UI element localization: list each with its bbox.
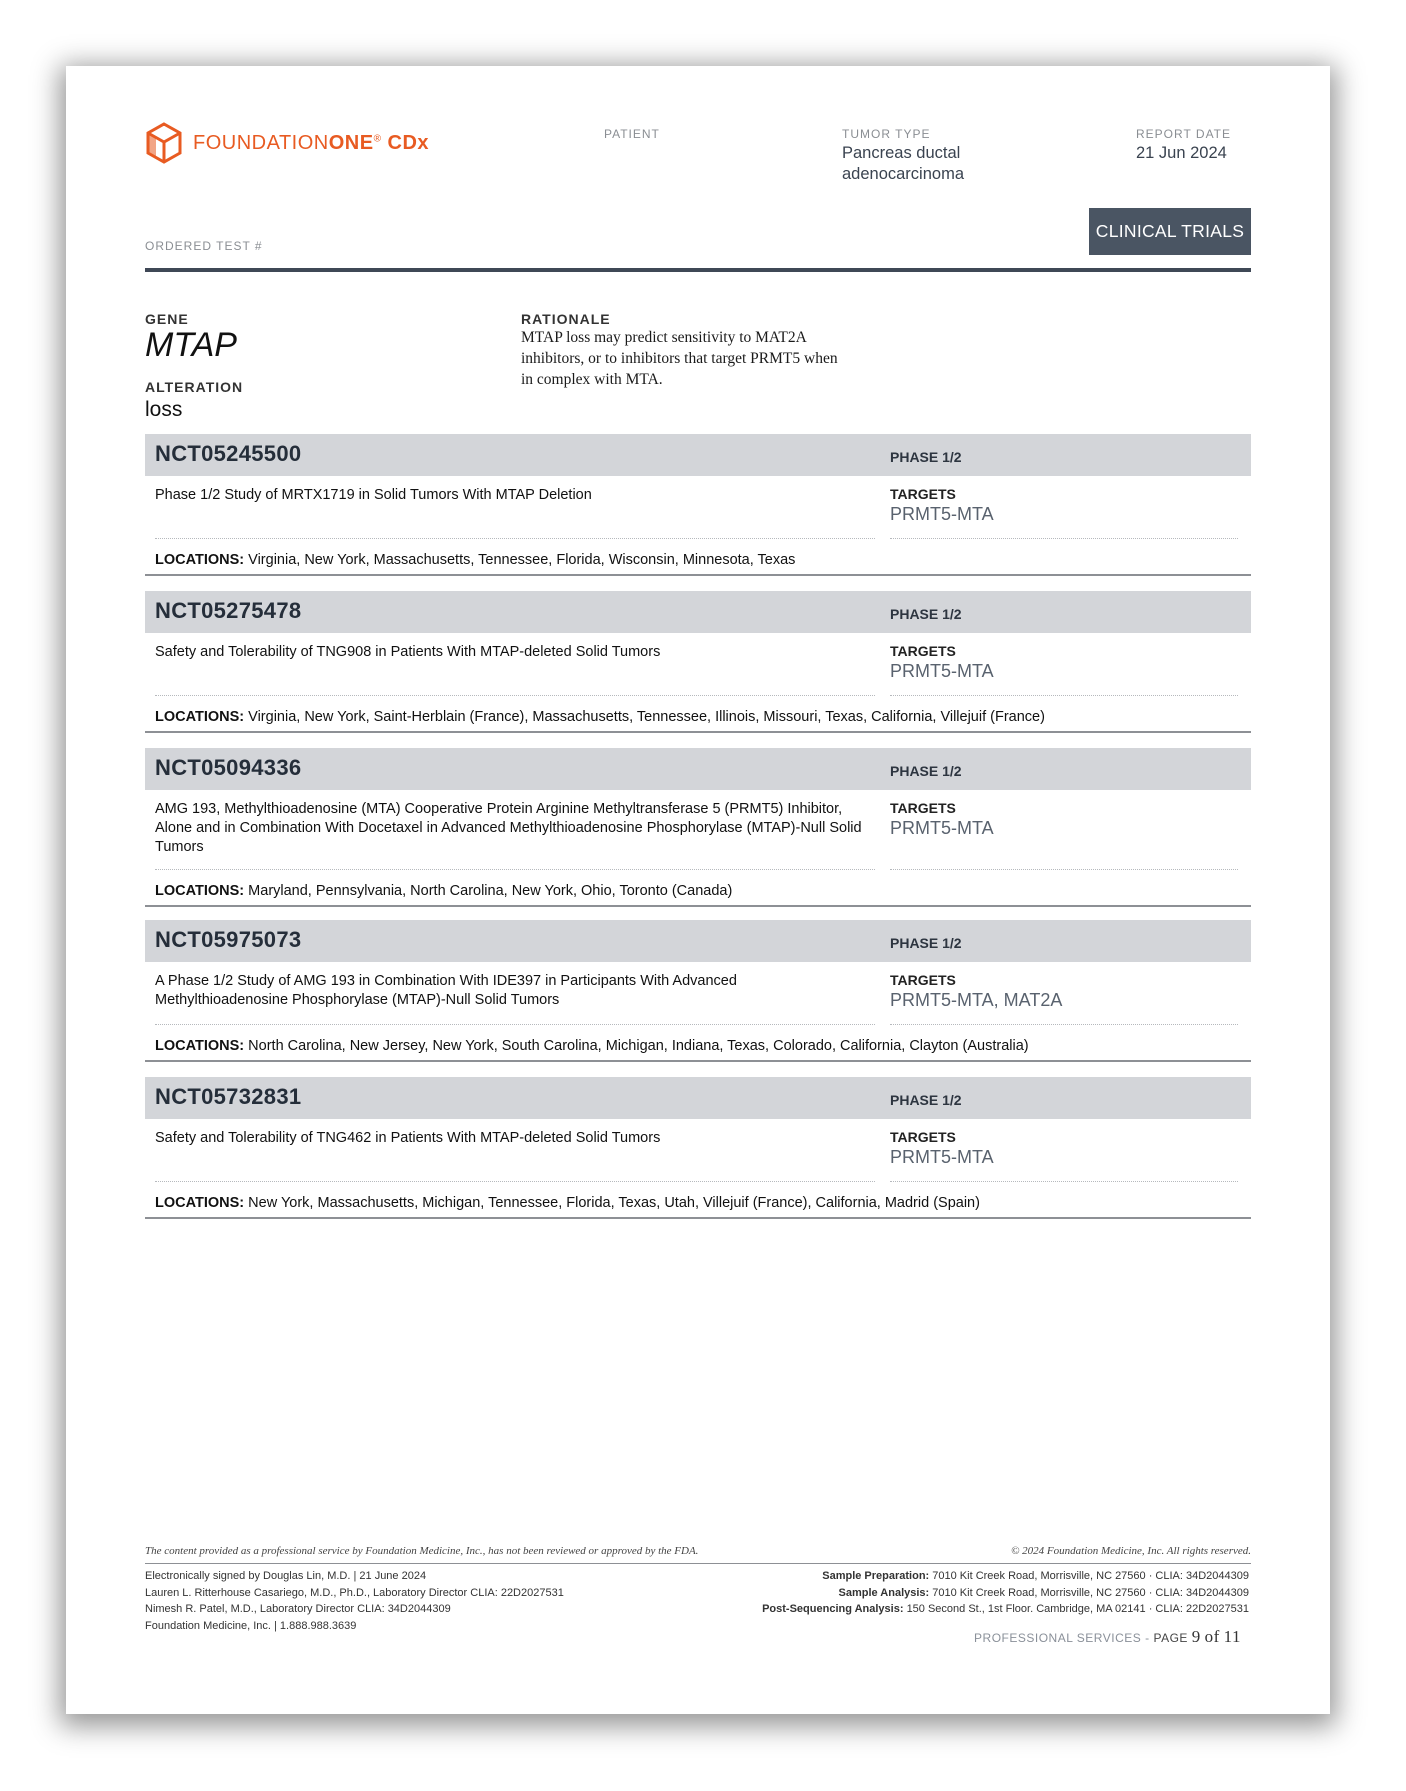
gene-name: MTAP [145, 326, 237, 364]
targets-value: PRMT5-MTA [890, 661, 994, 681]
trial-divider [145, 731, 1251, 733]
trial-card [145, 748, 1251, 906]
trial-id: NCT05975073 [155, 927, 302, 952]
trial-phase: PHASE 1/2 [890, 763, 962, 779]
trial-locations: LOCATIONS: Maryland, Pennsylvania, North Carolina, New York, Ohio, Toronto (Canada) [155, 883, 733, 899]
alteration-value: loss [145, 398, 183, 421]
rationale-text: MTAP loss may predict sensitivity to MAT2A inhibitors, or to inhibitors that target PRMT5 when in complex with MTA. [521, 329, 838, 388]
dotted-divider [155, 869, 875, 870]
sample-analysis-line: Sample Analysis: 7010 Kit Creek Road, Morrisville, NC 27560 · CLIA: 34D2044309 [838, 1586, 1249, 1599]
report-page [66, 66, 1330, 1714]
logo-wordmark: FOUNDATIONONE® CDx [193, 131, 430, 154]
footer-divider [145, 1563, 1251, 1564]
trial-divider [145, 1217, 1251, 1219]
targets-value: PRMT5-MTA [890, 818, 994, 838]
trial-phase: PHASE 1/2 [890, 1092, 962, 1108]
post-sequencing-line: Post-Sequencing Analysis: 150 Second St., 1st Floor. Cambridge, MA 02141 · CLIA: 22D2027531 [762, 1603, 1249, 1615]
targets-value: PRMT5-MTA [890, 504, 994, 524]
copyright-notice: © 2024 Foundation Medicine, Inc. All rights reserved. [1011, 1545, 1251, 1557]
trial-phase: PHASE 1/2 [890, 935, 962, 951]
trial-title: Safety and Tolerability of TNG908 in Patients With MTAP-deleted Solid Tumors [155, 644, 661, 660]
dotted-divider [890, 695, 1238, 696]
rationale-label: RATIONALE [521, 311, 611, 327]
trial-locations: LOCATIONS: North Carolina, New Jersey, New York, South Carolina, Michigan, Indiana, Texas, Colorado, California, Clayton (Australia) [155, 1038, 1029, 1054]
sample-preparation-line: Sample Preparation: 7010 Kit Creek Road, Morrisville, NC 27560 · CLIA: 34D2044309 [822, 1570, 1249, 1582]
report-date-label: REPORT DATE [1136, 127, 1232, 141]
trial-id: NCT05094336 [155, 755, 302, 780]
page-indicator: PROFESSIONAL SERVICES - PAGE 9 of 11 [974, 1627, 1241, 1646]
foundation-one-cdx-logo [145, 122, 429, 164]
trial-card [145, 1077, 1251, 1218]
dotted-divider [890, 1181, 1238, 1182]
targets-label: TARGETS [890, 486, 956, 502]
trial-card [145, 591, 1251, 732]
alteration-label: ALTERATION [145, 379, 244, 395]
targets-value: PRMT5-MTA [890, 1147, 994, 1167]
trial-locations: LOCATIONS: New York, Massachusetts, Michigan, Tennessee, Florida, Texas, Utah, Villejuif (France), California, Madrid (Spain) [155, 1195, 980, 1211]
trial-title: Phase 1/2 Study of MRTX1719 in Solid Tumors With MTAP Deletion [155, 487, 592, 503]
trial-card [145, 920, 1251, 1061]
header-divider [145, 268, 1251, 272]
gene-label: GENE [145, 311, 189, 327]
targets-label: TARGETS [890, 1129, 956, 1145]
signature-line: Nimesh R. Patel, M.D., Laboratory Director CLIA: 34D2044309 [145, 1603, 451, 1615]
signature-line: Electronically signed by Douglas Lin, M.D. | 21 June 2024 [145, 1570, 427, 1582]
trial-phase: PHASE 1/2 [890, 606, 962, 622]
contact-line: Foundation Medicine, Inc. | 1.888.988.3639 [145, 1619, 357, 1632]
trial-id: NCT05732831 [155, 1084, 302, 1109]
targets-value: PRMT5-MTA, MAT2A [890, 990, 1063, 1010]
signature-block [145, 1568, 564, 1634]
trial-id: NCT05245500 [155, 441, 302, 466]
dotted-divider [155, 1181, 875, 1182]
patient-label: PATIENT [604, 127, 660, 141]
trial-header [145, 591, 1251, 633]
cube-logo-icon [145, 122, 183, 164]
dotted-divider [155, 695, 875, 696]
trial-locations: LOCATIONS: Virginia, New York, Saint-Herblain (France), Massachusetts, Tennessee, Illinois, Missouri, Texas, California, Villejuif (France) [155, 709, 1045, 725]
report-date-value: 21 Jun 2024 [1136, 144, 1227, 162]
dotted-divider [890, 538, 1238, 539]
trial-divider [145, 1060, 1251, 1062]
trial-locations: LOCATIONS: Virginia, New York, Massachusetts, Tennessee, Florida, Wisconsin, Minnesota, Texas [155, 552, 796, 568]
trial-header [145, 748, 1251, 790]
trial-title: A Phase 1/2 Study of AMG 193 in Combination With IDE397 in Participants With Advanced Methylthioadenosine Phosphorylase (MTAP)-Null Solid Tumors [155, 973, 737, 1008]
trial-divider [145, 905, 1251, 907]
trial-phase: PHASE 1/2 [890, 449, 962, 465]
dotted-divider [890, 1024, 1238, 1025]
targets-label: TARGETS [890, 972, 956, 988]
targets-label: TARGETS [890, 800, 956, 816]
fda-disclaimer: The content provided as a professional service by Foundation Medicine, Inc., has not been reviewed or approved by the FDA. [145, 1545, 699, 1557]
page-content [145, 66, 1251, 1714]
trial-title: Safety and Tolerability of TNG462 in Patients With MTAP-deleted Solid Tumors [155, 1130, 661, 1146]
dotted-divider [155, 538, 875, 539]
trial-divider [145, 574, 1251, 576]
tumor-type-value: Pancreas ductal adenocarcinoma [842, 144, 964, 183]
dotted-divider [155, 1024, 875, 1025]
trial-header [145, 1077, 1251, 1119]
trial-header [145, 434, 1251, 476]
signature-line: Lauren L. Ritterhouse Casariego, M.D., Ph.D., Laboratory Director CLIA: 22D2027531 [145, 1586, 564, 1599]
trial-title: AMG 193, Methylthioadenosine (MTA) Cooperative Protein Arginine Methyltransferase 5 (PRMT5) Inhibitor, Alone and in Combination With Docetaxel in Advanced Methylthioadenosine Phosphorylase (MTAP)-Null Solid Tumors [155, 801, 862, 855]
tumor-type-label: TUMOR TYPE [842, 127, 931, 141]
trial-card [145, 434, 1251, 575]
clinical-trials-badge: CLINICAL TRIALS [1089, 208, 1251, 255]
trial-id: NCT05275478 [155, 598, 302, 623]
lab-addresses [762, 1568, 1249, 1618]
dotted-divider [890, 869, 1238, 870]
ordered-test-label: ORDERED TEST # [145, 239, 263, 253]
targets-label: TARGETS [890, 643, 956, 659]
trial-header [145, 920, 1251, 962]
